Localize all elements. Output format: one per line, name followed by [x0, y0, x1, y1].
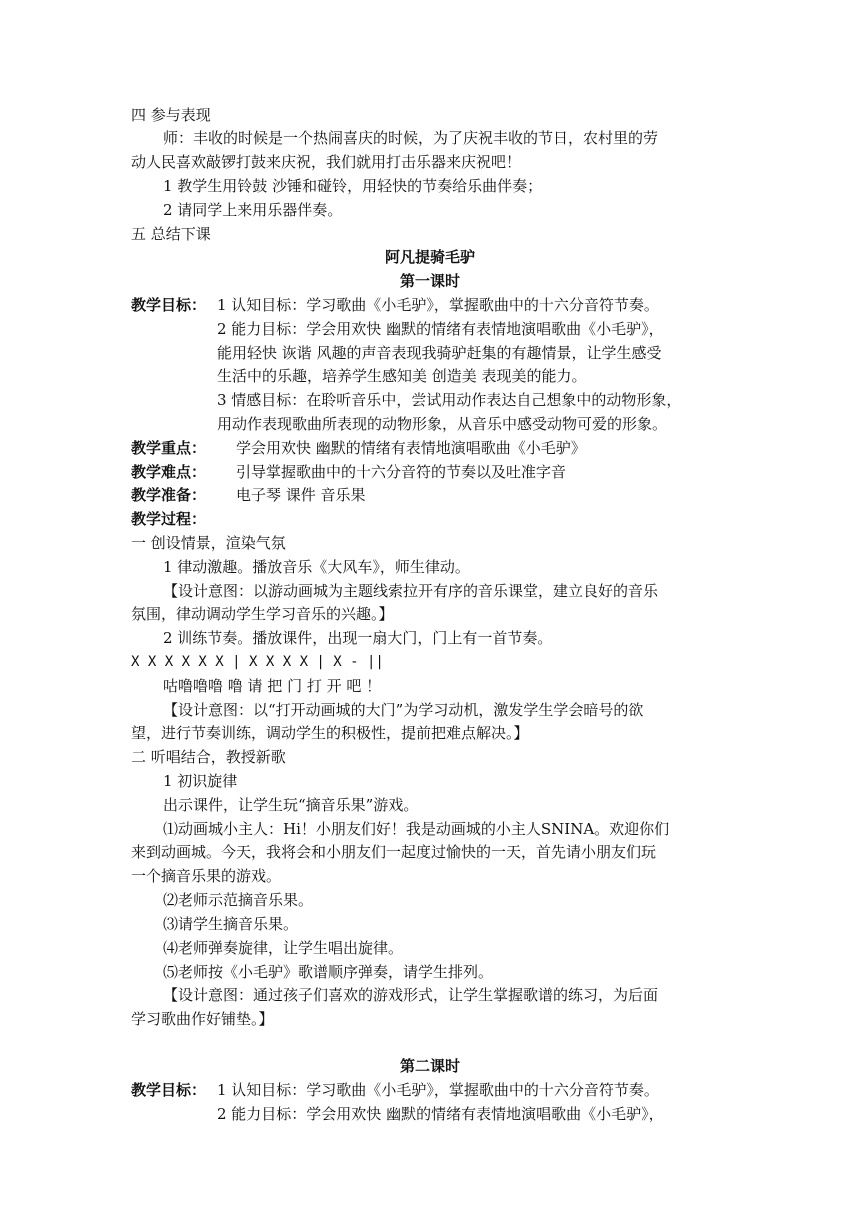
paragraph-line: ⑶请学生摘音乐果。: [163, 915, 299, 933]
section-heading-1: 一 创设情景，渲染气氛: [131, 534, 286, 552]
paragraph-line: 2 训练节奏。播放课件，出现一扇大门，门上有一首节奏。: [163, 629, 553, 647]
paragraph-line: 动人民喜欢敲锣打鼓来庆祝，我们就用打击乐器来庆祝吧！: [131, 153, 522, 171]
rhythm-lyrics: 咕噜噜噜 噜 请 把 门 打 开 吧 ！: [163, 677, 382, 695]
goal-line: 用动作表现歌曲所表现的动物形象，从音乐中感受动物可爱的形象。: [217, 415, 668, 433]
preparation-text: 电子琴 课件 音乐果: [236, 486, 366, 504]
paragraph-line: ⑸老师按《小毛驴》歌谱顺序弹奏，请学生排列。: [163, 963, 494, 981]
design-note-line: 望，进行节奏训练，调动学生的积极性，提前把难点解决。】: [131, 724, 529, 742]
paragraph-line: ⑴动画城小主人：Hi！小朋友们好！我是动画城的小主人SNINA。欢迎你们: [163, 820, 670, 838]
section-heading-4: 四 参与表现: [131, 106, 211, 124]
design-note-line: 氛围，律动调动学生学习音乐的兴趣。】: [131, 605, 394, 623]
paragraph-line: ⑷老师弹奏旋律，让学生唱出旋律。: [163, 939, 404, 957]
goal-line: 1 认知目标：学习歌曲《小毛驴》，掌握歌曲中的十六分音符节奏。: [217, 1081, 659, 1099]
paragraph-line: 1 律动激趣。播放音乐《大风车》，师生律动。: [163, 558, 470, 576]
paragraph-line: 1 初识旋律: [163, 772, 238, 790]
goal-line: 能用轻快 诙谐 风趣的声音表现我骑驴赶集的有趣情景，让学生感受: [217, 344, 662, 362]
paragraph-line: 一个摘音乐果的游戏。: [131, 867, 282, 885]
process-label: 教学过程：: [131, 510, 207, 528]
goals-label: 教学目标：: [131, 296, 207, 314]
goals-label-2: 教学目标：: [131, 1081, 207, 1099]
paragraph-line: 来到动画城。今天，我将会和小朋友们一起度过愉快的一天，首先请小朋友们玩: [131, 843, 657, 861]
preparation-label: 教学准备：: [131, 486, 207, 504]
rhythm-notation: X X X X X X | X X X X | X - ||: [131, 654, 384, 670]
difficulty-label: 教学难点：: [131, 463, 207, 481]
design-note-line: 学习歌曲作好铺垫。】: [131, 1010, 274, 1028]
paragraph-line: 师：丰收的时候是一个热闹喜庆的时候，为了庆祝丰收的节日，农村里的劳: [163, 129, 659, 147]
paragraph-line: 2 请同学上来用乐器伴奏。: [163, 201, 343, 219]
goal-line: 1 认知目标：学习歌曲《小毛驴》，掌握歌曲中的十六分音符节奏。: [217, 296, 659, 314]
difficulty-text: 引导掌握歌曲中的十六分音符的节奏以及吐准字音: [236, 463, 567, 481]
goal-line: 生活中的乐趣，培养学生感知美 创造美 表现美的能力。: [217, 367, 587, 385]
paragraph-line: ⑵老师示范摘音乐果。: [163, 891, 314, 909]
paragraph-line: 1 教学生用铃鼓 沙锤和碰铃，用轻快的节奏给乐曲伴奏；: [163, 177, 543, 195]
goal-line: 2 能力目标：学会用欢快 幽默的情绪有表情地演唱歌曲《小毛驴》，: [217, 1105, 664, 1123]
paragraph-line: 出示课件，让学生玩“摘音乐果”游戏。: [163, 796, 419, 814]
lesson-heading-2: 第二课时: [399, 1057, 460, 1075]
design-note-line: 【设计意图：以游动画城为主题线索拉开有序的音乐课堂，建立良好的音乐: [163, 582, 659, 600]
lesson-heading-1: 第一课时: [399, 272, 460, 290]
goal-line: 2 能力目标：学会用欢快 幽默的情绪有表情地演唱歌曲《小毛驴》，: [217, 320, 664, 338]
design-note-line: 【设计意图：通过孩子们喜欢的游戏形式，让学生掌握歌谱的练习，为后面: [163, 986, 659, 1004]
section-heading-2: 二 听唱结合，教授新歌: [131, 748, 286, 766]
key-text: 学会用欢快 幽默的情绪有表情地演唱歌曲《小毛驴》: [236, 439, 586, 457]
design-note-line: 【设计意图：以“打开动画城的大门”为学习动机，激发学生学会暗号的欲: [163, 701, 644, 719]
goal-line: 3 情感目标：在聆听音乐中，尝试用动作表达自己想象中的动物形象，: [217, 391, 682, 409]
key-label: 教学重点：: [131, 439, 207, 457]
document-title: 阿凡提骑毛驴: [384, 248, 475, 266]
section-heading-5: 五 总结下课: [131, 225, 211, 243]
